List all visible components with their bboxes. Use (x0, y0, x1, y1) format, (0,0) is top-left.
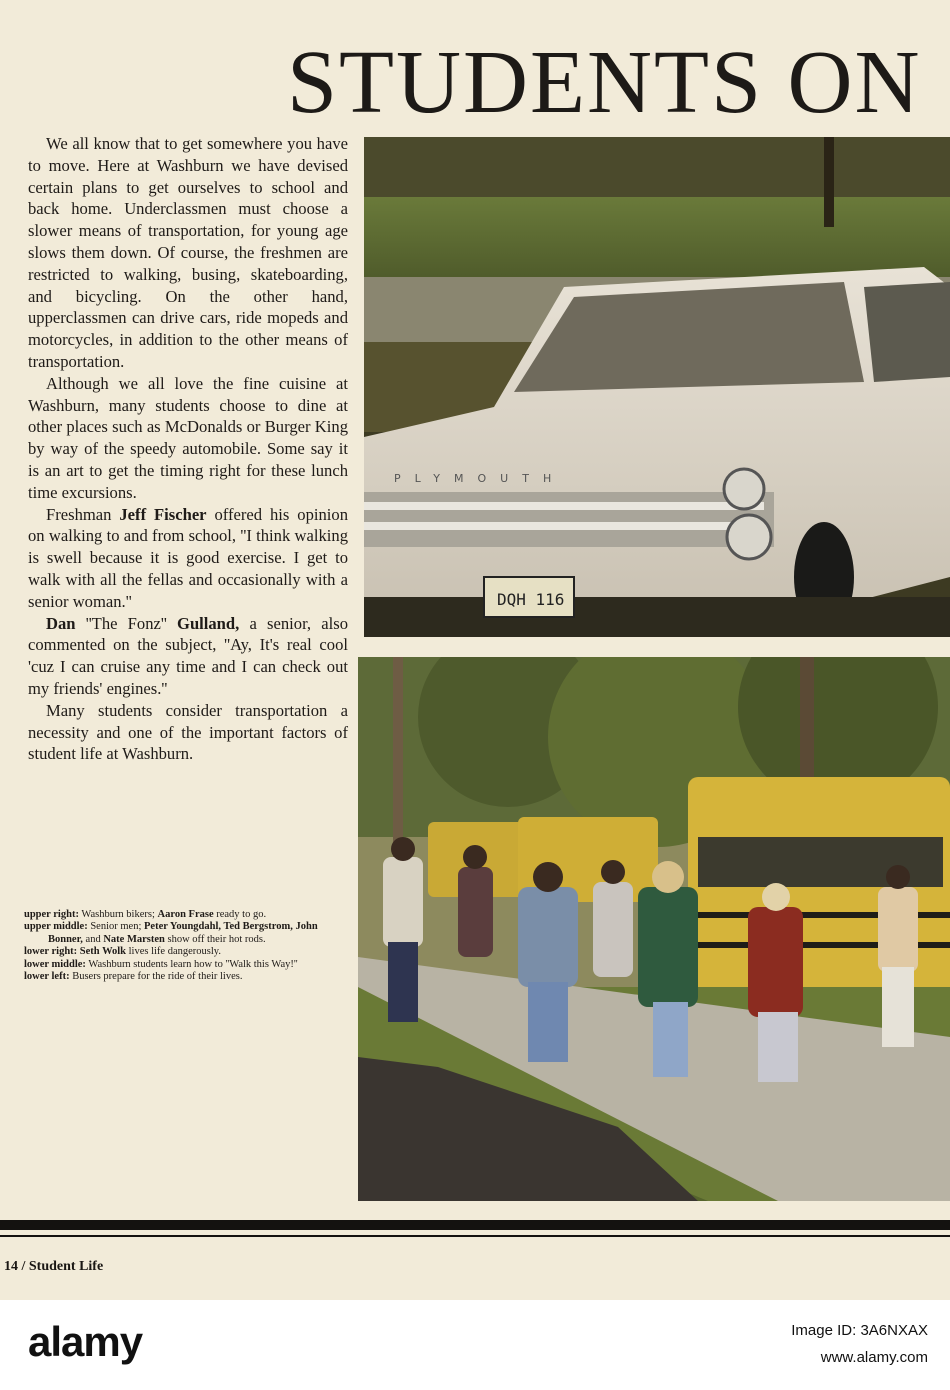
page-headline: STUDENTS ON (287, 33, 922, 132)
walking-students-photo (358, 657, 950, 1201)
footer-rule-thin (0, 1235, 950, 1237)
article-paragraph-4: Dan ''The Fonz'' Gulland, a senior, also commented on the subject, ''Ay, It's real cool 'cuz I can cruise any time and I can check out my friends' engines.'' (28, 613, 348, 698)
watermark-bar (0, 1300, 950, 1390)
caption-lower-right: lower right: Seth Wolk lives life dangerously. (24, 946, 221, 958)
car-brand-lettering: PLYMOUTH (394, 472, 566, 485)
watermark-url: www.alamy.com (820, 1349, 928, 1366)
article-paragraph-3: Freshman Jeff Fischer offered his opinion on walking to and from school, ''I think walking is swell because it is good exercise. I get to walk with all the fellas and occasionally with a senior woman.'' (28, 504, 348, 611)
image-id-label: Image ID: 3A6NXAX (791, 1322, 928, 1339)
caption-upper-middle: upper middle: Senior men; Peter Youngdahl, Ted Bergstrom, John Bonner, and Nate Marsten show off their hot rods. (24, 921, 318, 945)
caption-lower-left: lower left: Busers prepare for the ride of their lives. (24, 971, 243, 983)
page-folio: 14 / Student Life (4, 1259, 104, 1274)
student-name: Dan (46, 613, 76, 633)
article-body (28, 133, 348, 765)
license-plate: DQH 116 (497, 590, 565, 609)
caption-upper-right: upper right: Washburn bikers; Aaron Frase ready to go. (24, 909, 267, 920)
caption-lower-middle: lower middle: Washburn students learn how to ''Walk this Way!'' (24, 958, 298, 970)
car-photo (364, 137, 950, 637)
footer-rule-thick (0, 1220, 950, 1230)
article-paragraph-1: We all know that to get somewhere you have to move. Here at Washburn we have devised certain plans to get ourselves to school and back home. Underclassmen must choose a slower means of transportation, for young age slows them down. Of course, the freshmen are restricted to walking, busing, skateboarding, and bicycling. On the other hand, upperclassmen can drive cars, ride mopeds and motorcycles, in addition to the other means of transportation. (28, 134, 348, 371)
article-paragraph-2: Although we all love the fine cuisine at Washburn, many students choose to dine at other places such as McDonalds or Burger King by way of the speedy automobile. Some say it is an art to get the timing right for these lunch time excursions. (28, 373, 348, 502)
student-name: Jeff Fischer (119, 504, 207, 524)
article-paragraph-5: Many students consider transportation a necessity and one of the important factors of student life at Washburn. (28, 700, 348, 764)
photo-captions (24, 909, 346, 983)
alamy-logo: alamy (28, 1318, 143, 1365)
student-name: Gulland, (177, 613, 240, 633)
